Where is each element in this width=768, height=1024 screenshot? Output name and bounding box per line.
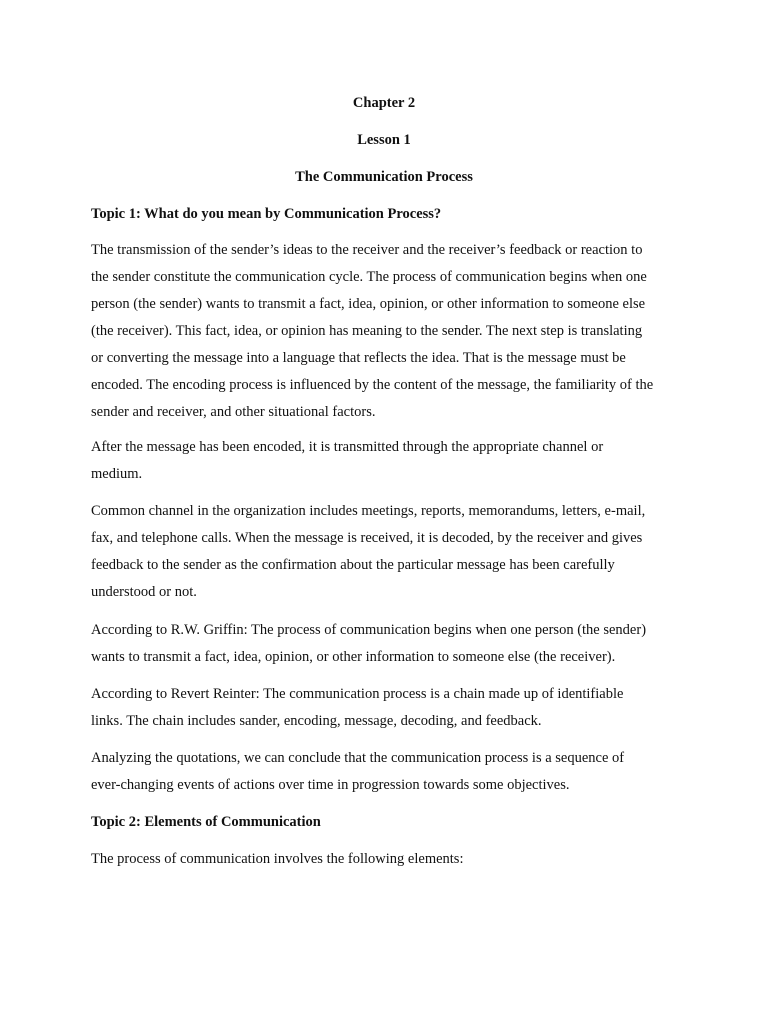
paragraph-3 — [91, 498, 691, 606]
paragraph-line: person (the sender) wants to transmit a fact, idea, opinion, or other information to someone else — [91, 296, 646, 312]
paragraph-line: or converting the message into a language that reflects the idea. That is the message must be — [91, 350, 626, 366]
paragraph-4 — [91, 617, 691, 671]
document-title: The Communication Process — [295, 169, 473, 185]
paragraph-line: understood or not. — [91, 584, 197, 600]
paragraph-line: medium. — [91, 466, 143, 482]
paragraph-line: Analyzing the quotations, we can conclude that the communication process is a sequence of — [91, 750, 625, 766]
paragraph-line: (the receiver). This fact, idea, or opinion has meaning to the sender. The next step is translating — [91, 323, 643, 339]
paragraph-2 — [91, 434, 691, 488]
paragraph-line: According to R.W. Griffin: The process of communication begins when one person (the sender) — [91, 622, 647, 638]
paragraph-6 — [91, 745, 691, 799]
paragraph-line: Common channel in the organization includes meetings, reports, memorandums, letters, e-mail, — [91, 503, 646, 519]
paragraph-line: links. The chain includes sander, encoding, message, decoding, and feedback. — [91, 713, 542, 729]
lesson-heading: Lesson 1 — [357, 132, 411, 148]
paragraph-line: wants to transmit a fact, idea, opinion, or other information to someone else (the receiver). — [91, 649, 616, 665]
topic-1-heading: Topic 1: What do you mean by Communication Process? — [91, 206, 442, 222]
paragraph-line: The transmission of the sender’s ideas to the receiver and the receiver’s feedback or reaction to — [91, 242, 643, 258]
paragraph-line: encoded. The encoding process is influenced by the content of the message, the familiarity of the — [91, 377, 654, 393]
paragraph-line: According to Revert Reinter: The communication process is a chain made up of identifiable — [91, 686, 624, 702]
paragraph-1 — [91, 237, 691, 426]
paragraph-7 — [91, 846, 691, 873]
paragraph-line: sender and receiver, and other situational factors. — [91, 404, 376, 420]
paragraph-line: fax, and telephone calls. When the message is received, it is decoded, by the receiver and gives — [91, 530, 643, 546]
chapter-heading: Chapter 2 — [352, 95, 416, 111]
paragraph-line: ever-changing events of actions over time in progression towards some objectives. — [91, 777, 570, 793]
paragraph-line: feedback to the sender as the confirmation about the particular message has been carefully — [91, 557, 615, 573]
paragraph-5 — [91, 681, 691, 735]
paragraph-line: The process of communication involves the following elements: — [91, 851, 464, 867]
paragraph-line: After the message has been encoded, it is transmitted through the appropriate channel or — [91, 439, 604, 455]
topic-2-heading: Topic 2: Elements of Communication — [91, 814, 321, 830]
paragraph-line: the sender constitute the communication cycle. The process of communication begins when one — [91, 269, 647, 285]
